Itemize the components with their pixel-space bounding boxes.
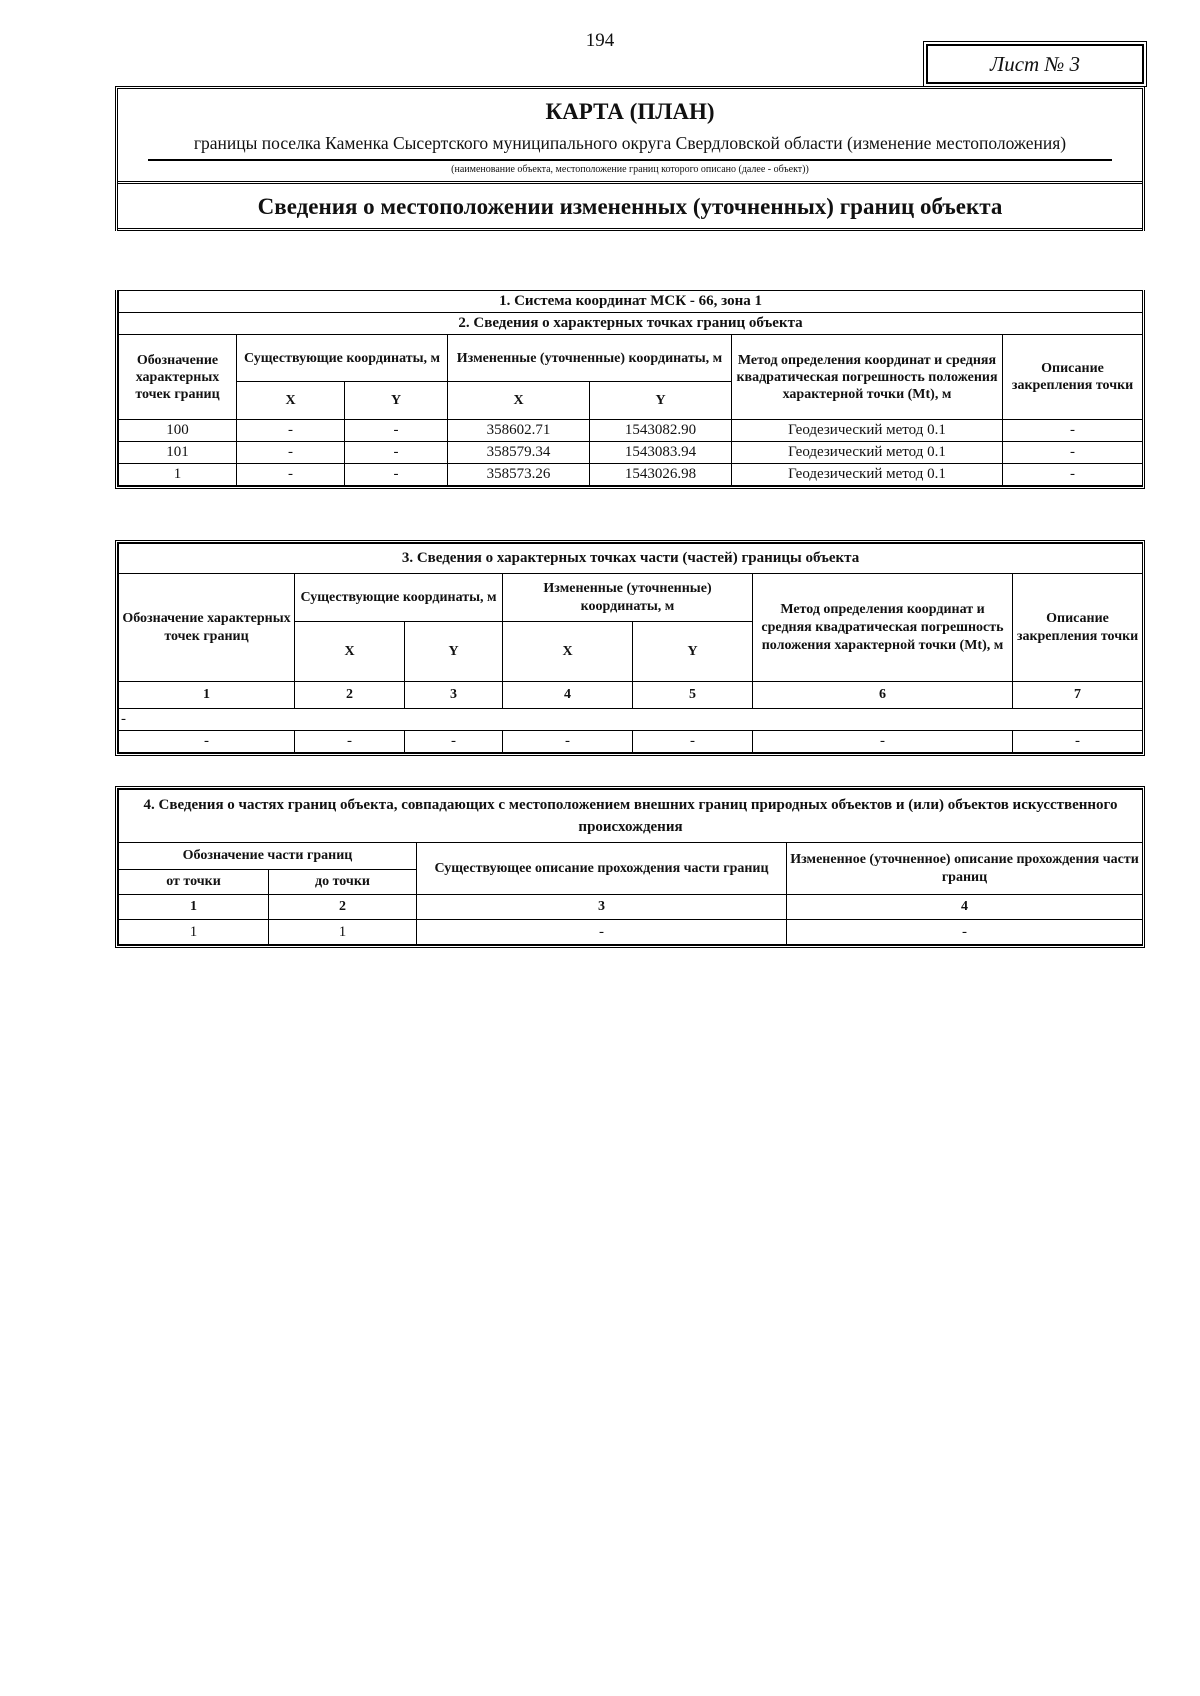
- header-existing-y: Y: [345, 382, 448, 420]
- table-cell: -: [503, 731, 633, 753]
- existing-x: -: [237, 420, 345, 442]
- header-existing-y: Y: [405, 622, 503, 682]
- map-title-cell: [118, 89, 1142, 184]
- header-from-point: от точки: [119, 870, 269, 895]
- map-subtitle: границы поселка Каменка Сысертского муниципального округа Свердловской области (изменение местоположения): [193, 133, 1067, 153]
- map-title: КАРТА (ПЛАН): [545, 99, 715, 124]
- header-to-point: до точки: [269, 870, 417, 895]
- table-row: [119, 731, 1143, 753]
- header-changed-x: X: [448, 382, 590, 420]
- existing-y: -: [345, 464, 448, 486]
- table-cell: -: [405, 731, 503, 753]
- changed-description: -: [787, 920, 1143, 945]
- changed-y: 1543083.94: [590, 442, 732, 464]
- natural-boundaries-table-block: [115, 786, 1145, 948]
- changed-y: 1543026.98: [590, 464, 732, 486]
- sheet-number-box: Лист № 3: [926, 44, 1144, 84]
- description: -: [1003, 420, 1143, 442]
- point-id: 101: [119, 442, 237, 464]
- column-number: 4: [503, 682, 633, 709]
- point-id: 1: [119, 464, 237, 486]
- header-changed-coords: Измененные (уточненные) координаты, м: [503, 574, 753, 622]
- table-row: [119, 920, 1143, 945]
- method: Геодезический метод 0.1: [732, 464, 1003, 486]
- header-existing-x: X: [295, 622, 405, 682]
- column-number: 2: [269, 895, 417, 920]
- column-number: 3: [405, 682, 503, 709]
- method: Геодезический метод 0.1: [732, 442, 1003, 464]
- section4-title: 4. Сведения о частях границ объекта, совпадающих с местоположением внешних границ природных объектов и (или) объектов искусственного происхождения: [119, 790, 1143, 843]
- header-designation: Обозначение характерных точек границ: [119, 335, 237, 420]
- part-points-table-block: [115, 540, 1145, 756]
- part-label: -: [119, 709, 1143, 731]
- header-description: Описание закрепления точки: [1003, 335, 1143, 420]
- table-cell: -: [295, 731, 405, 753]
- existing-y: -: [345, 420, 448, 442]
- coordinates-table: [118, 290, 1143, 486]
- header-designation: Обозначение характерных точек границ: [119, 574, 295, 682]
- table-cell: -: [119, 731, 295, 753]
- header-description: Описание закрепления точки: [1013, 574, 1143, 682]
- column-number: 2: [295, 682, 405, 709]
- point-id: 100: [119, 420, 237, 442]
- column-number: 4: [787, 895, 1143, 920]
- table-row: [119, 420, 1143, 442]
- header-part: Обозначение части границ: [119, 843, 417, 870]
- table-cell: -: [753, 731, 1013, 753]
- header-existing-coords: Существующие координаты, м: [295, 574, 503, 622]
- changed-y: 1543082.90: [590, 420, 732, 442]
- existing-description: -: [417, 920, 787, 945]
- subtitle-rule: [148, 159, 1112, 161]
- to-point: 1: [269, 920, 417, 945]
- header-changed-coords: Измененные (уточненные) координаты, м: [448, 335, 732, 382]
- column-number: 6: [753, 682, 1013, 709]
- coordinates-table-block: [115, 290, 1145, 489]
- column-numbers-row: [119, 895, 1143, 920]
- section2-title: 2. Сведения о характерных точках границ объекта: [119, 313, 1143, 335]
- existing-x: -: [237, 442, 345, 464]
- header-method: Метод определения координат и средняя квадратическая погрешность положения характерной точки (Mt), м: [732, 335, 1003, 420]
- column-number: 1: [119, 895, 269, 920]
- table-cell: -: [633, 731, 753, 753]
- table-cell: -: [1013, 731, 1143, 753]
- changed-x: 358573.26: [448, 464, 590, 486]
- changed-x: 358579.34: [448, 442, 590, 464]
- part-points-table: [118, 543, 1143, 753]
- table-row: [119, 464, 1143, 486]
- header-changed-y: Y: [633, 622, 753, 682]
- column-number: 5: [633, 682, 753, 709]
- map-header: [115, 86, 1145, 231]
- section3-title: 3. Сведения о характерных точках части (частей) границы объекта: [119, 544, 1143, 574]
- existing-x: -: [237, 464, 345, 486]
- table-row: [119, 442, 1143, 464]
- header-existing-description: Существующее описание прохождения части границ: [417, 843, 787, 895]
- coordinate-system-title: 1. Система координат МСК - 66, зона 1: [119, 291, 1143, 313]
- method: Геодезический метод 0.1: [732, 420, 1003, 442]
- from-point: 1: [119, 920, 269, 945]
- header-method: Метод определения координат и средняя квадратическая погрешность положения характерной точки (Mt), м: [753, 574, 1013, 682]
- header-changed-x: X: [503, 622, 633, 682]
- changed-x: 358602.71: [448, 420, 590, 442]
- map-caption: (наименование объекта, местоположение границ которого описано (далее - объект)): [451, 164, 809, 175]
- header-changed-y: Y: [590, 382, 732, 420]
- column-numbers-row: [119, 682, 1143, 709]
- header-existing-x: X: [237, 382, 345, 420]
- existing-y: -: [345, 442, 448, 464]
- column-number: 1: [119, 682, 295, 709]
- natural-boundaries-table: [118, 789, 1143, 945]
- description: -: [1003, 464, 1143, 486]
- page-number: 194: [585, 30, 615, 51]
- info-title: Сведения о местоположении измененных (уточненных) границ объекта: [118, 184, 1142, 231]
- header-changed-description: Измененное (уточненное) описание прохождения части границ: [787, 843, 1143, 895]
- column-number: 3: [417, 895, 787, 920]
- column-number: 7: [1013, 682, 1143, 709]
- description: -: [1003, 442, 1143, 464]
- header-existing-coords: Существующие координаты, м: [237, 335, 448, 382]
